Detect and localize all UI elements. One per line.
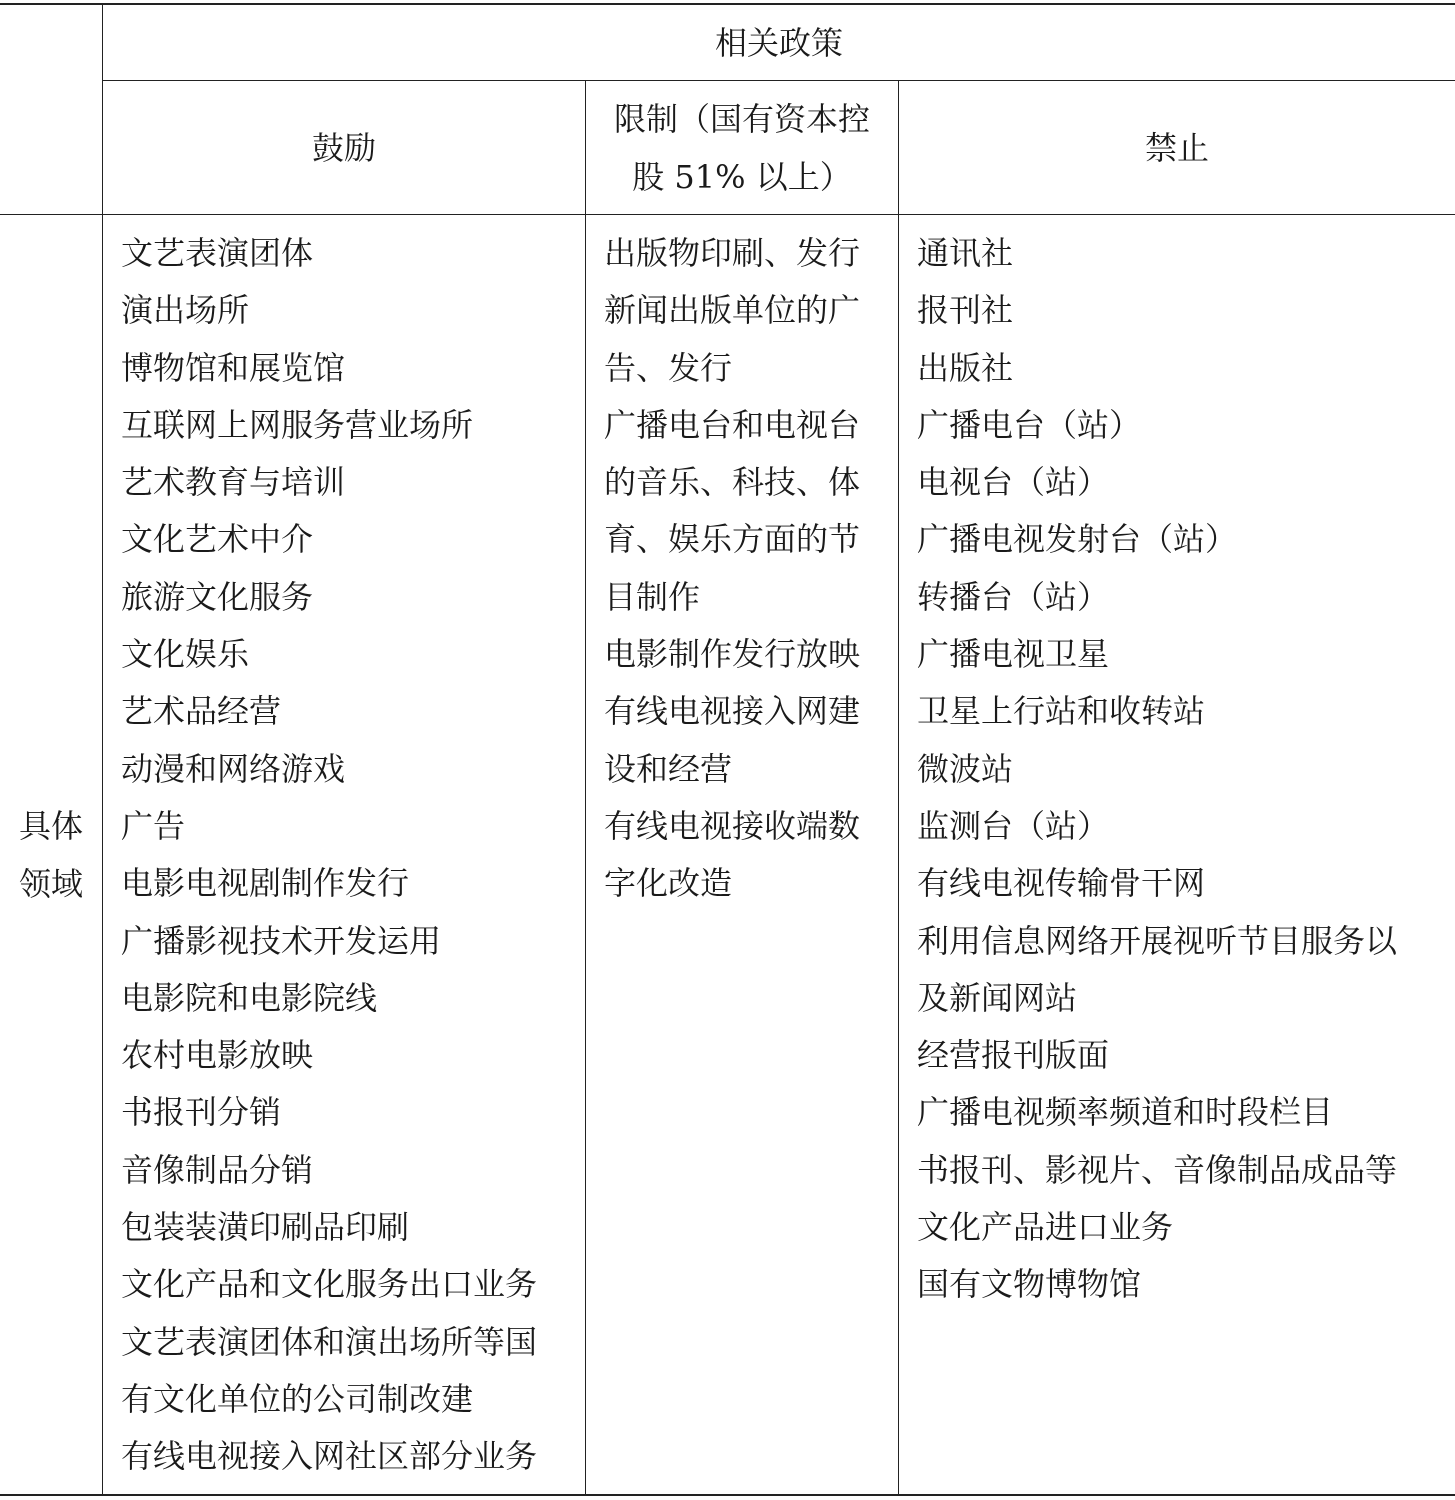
encourage-item: 书报刊分销 [121,1093,282,1132]
restrict-prohibit-rule [898,80,899,1495]
encourage-item: 互联网上网服务营业场所 [121,405,474,444]
restrict-item: 有线电视接收端数 [604,806,861,845]
encourage-item: 电影院和电影院线 [121,978,378,1017]
prohibit-item: 广播电视发射台（站） [917,520,1238,559]
encourage-item: 音像制品分销 [121,1150,314,1189]
restrict-item: 电影制作发行放映 [604,635,861,674]
encourage-item: 农村电影放映 [121,1036,314,1075]
restrict-item: 新闻出版单位的广 [604,291,861,330]
restrict-item: 广播电台和电视台 [604,405,861,444]
encourage-item: 有文化单位的公司制改建 [121,1379,474,1418]
encourage-item: 博物馆和展览馆 [121,348,346,387]
encourage-restrict-rule [585,80,586,1495]
encourage-item: 演出场所 [121,291,250,330]
bottom-rule [0,1494,1455,1496]
encourage-list [121,225,581,1486]
prohibit-item: 广播电台（站） [917,405,1142,444]
restrict-item: 有线电视接入网建 [604,692,861,731]
prohibit-item: 广播电视卫星 [917,635,1110,674]
encourage-item: 动漫和网络游戏 [121,749,346,788]
restrict-item: 育、娱乐方面的节 [604,520,861,559]
restrict-item: 的音乐、科技、体 [604,463,861,502]
encourage-item: 包装装潢印刷品印刷 [121,1208,410,1247]
prohibit-item: 转播台（站） [917,577,1110,616]
encourage-item: 广告 [121,806,186,845]
prohibit-item: 书报刊、影视片、音像制品成品等 [917,1150,1398,1189]
prohibit-item: 电视台（站） [917,463,1110,502]
encourage-item: 电影电视剧制作发行 [121,864,410,903]
prohibit-item: 报刊社 [917,291,1014,330]
header-bottom-rule [0,214,1455,215]
encourage-item: 文化娱乐 [121,635,250,674]
restrict-header-line-2: 股 51% 以上） [632,157,852,196]
prohibit-item: 经营报刊版面 [917,1036,1110,1075]
prohibit-item: 及新闻网站 [917,978,1078,1017]
restrict-item: 字化改造 [604,864,733,903]
encourage-item: 文艺表演团体 [121,234,314,272]
prohibit-item: 国有文物博物馆 [917,1265,1142,1304]
prohibit-item: 卫星上行站和收转站 [917,692,1206,731]
row-label-line-1: 具体 [18,806,83,845]
prohibit-list [917,225,1451,1314]
encourage-item: 文化产品和文化服务出口业务 [121,1265,538,1304]
restrict-header [586,81,898,214]
restrict-item: 设和经营 [604,749,733,788]
encourage-item: 文化艺术中介 [121,520,314,559]
restrict-item: 告、发行 [604,348,733,387]
restrict-header-line-1: 限制（国有资本控 [613,99,870,138]
policy-header-text: 相关政策 [714,23,843,62]
row-label-line-2: 领域 [18,864,83,903]
encourage-item: 旅游文化服务 [121,577,314,616]
encourage-item: 广播影视技术开发运用 [121,921,442,960]
encourage-header-text: 鼓励 [311,128,376,167]
restrict-item: 出版物印刷、发行 [604,234,861,272]
restrict-item: 目制作 [604,577,701,616]
prohibit-item: 有线电视传输骨干网 [917,864,1206,903]
row-label [0,215,102,1494]
prohibit-item: 监测台（站） [917,806,1110,845]
prohibit-item: 利用信息网络开展视听节目服务以 [917,921,1398,960]
prohibit-item: 广播电视频率频道和时段栏目 [917,1093,1334,1132]
policy-header [103,5,1455,80]
prohibit-item: 出版社 [917,348,1014,387]
restrict-list [604,225,894,913]
prohibit-item: 通讯社 [917,234,1014,272]
prohibit-item: 文化产品进口业务 [917,1208,1174,1247]
encourage-item: 艺术教育与培训 [121,463,346,502]
label-column-rule [102,4,103,1495]
prohibit-item: 微波站 [917,749,1014,788]
prohibit-header-text: 禁止 [1144,128,1209,167]
encourage-item: 有线电视接入网社区部分业务 [121,1437,538,1476]
prohibit-header [899,81,1455,214]
encourage-item: 艺术品经营 [121,692,282,731]
encourage-item: 文艺表演团体和演出场所等国 [121,1322,538,1361]
encourage-header [103,81,585,214]
